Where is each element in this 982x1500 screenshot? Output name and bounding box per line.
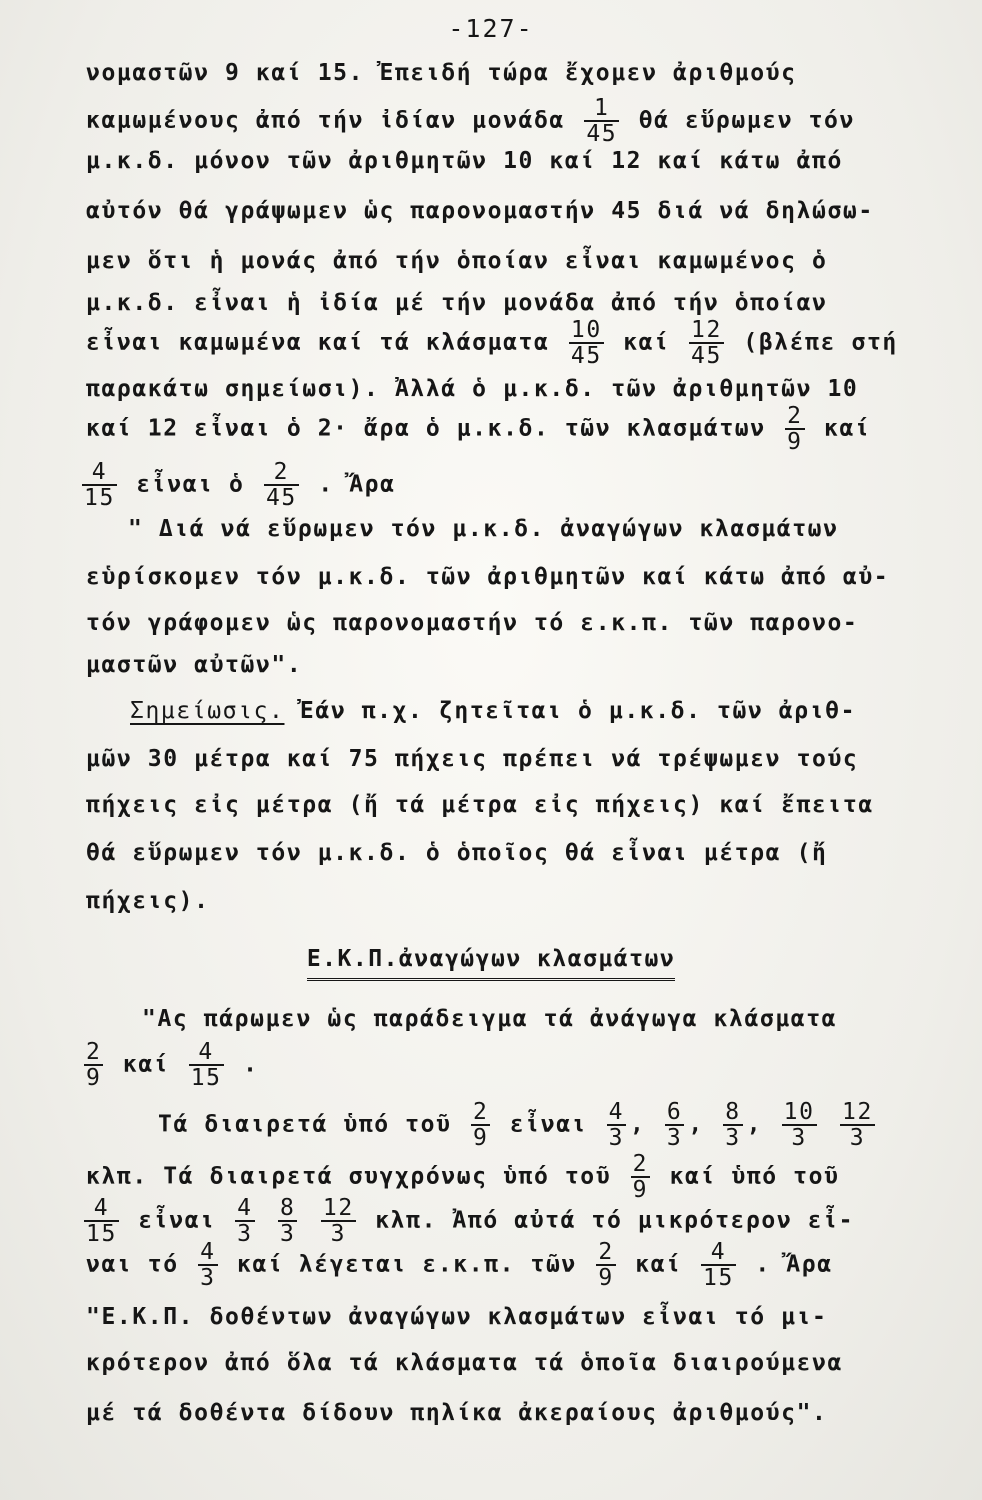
text-line: αὐτόν θά γράψωμεν ὡς παρονομαστήν 45 διά νά δηλώσω- (86, 198, 874, 224)
text-line: εὑρίσκομεν τόν μ.κ.δ. τῶν ἀριθμητῶν καί κάτω ἀπό αὐ- (86, 564, 890, 590)
text-line: πήχεις εἰς μέτρα (ἤ τά μέτρα εἰς πήχεις) καί ἔπειτα (86, 792, 874, 818)
fraction-1-45: $\frac{1}{45}$ (586, 95, 618, 148)
fraction-12-3: $\frac{12}{3}$ (322, 1195, 354, 1248)
text-line: " Διά νά εὕρωμεν τόν μ.κ.δ. ἀναγώγων κλασμάτων (128, 516, 839, 542)
fraction-2-9: $\frac{2}{9}$ (86, 1039, 102, 1092)
text-line: $\frac{2}{9}$ καί $\frac{4}{15}$ . (86, 1039, 259, 1092)
fraction-12-3: $\frac{12}{3}$ (842, 1099, 873, 1152)
text-line: ναι τό $\frac{4}{3}$ καί λέγεται ε.κ.π. τῶν $\frac{2}{9}$ καί $\frac{4}{15}$ . Ἄρα (86, 1239, 833, 1292)
text-line: μ.κ.δ. μόνον τῶν ἀριθμητῶν 10 καί 12 καί κάτω ἀπό (86, 148, 843, 174)
text-line: καμωμένους ἀπό τήν ἰδίαν μονάδα $\frac{1}{45}$ θά εὕρωμεν τόν (86, 95, 855, 148)
fraction-4-3: $\frac{4}{3}$ (200, 1239, 216, 1292)
text-line: μῶν 30 μέτρα καί 75 πήχεις πρέπει νά τρέψωμεν τούς (86, 746, 859, 772)
fraction-2-9: $\frac{2}{9}$ (787, 403, 803, 456)
fraction-12-45: $\frac{12}{45}$ (691, 317, 722, 370)
fraction-6-3: $\frac{6}{3}$ (666, 1099, 683, 1152)
fraction-4-3: $\frac{4}{3}$ (237, 1195, 253, 1248)
fraction-4-15: $\frac{4}{15}$ (86, 1195, 117, 1248)
text-line: $\frac{4}{15}$ εἶναι ὁ $\frac{2}{45}$ . Ἄρα (84, 459, 396, 512)
fraction-8-3: $\frac{8}{3}$ (725, 1099, 741, 1152)
text-line: κρότερον ἀπό ὅλα τά κλάσματα τά ὁποῖα διαιρούμενα (86, 1350, 843, 1376)
fraction-4-15: $\frac{4}{15}$ (703, 1239, 734, 1292)
text-line: καί 12 εἶναι ὁ 2· ἄρα ὁ μ.κ.δ. τῶν κλασμάτων $\frac{2}{9}$ καί (86, 403, 871, 456)
text-line: πήχεις). (86, 888, 210, 914)
fraction-4-15: $\frac{4}{15}$ (84, 459, 115, 512)
text-line: μέ τά δοθέντα δίδουν πηλίκα ἀκεραίους ἀριθμούς". (86, 1400, 828, 1426)
text-line: "Ας πάρωμεν ὡς παράδειγμα τά ἀνάγωγα κλάσματα (142, 1006, 838, 1032)
text-line: Σημείωσις. Ἐάν π.χ. ζητεῖται ὁ μ.κ.δ. τῶν ἀριθ- (130, 698, 857, 724)
text-line: παρακάτω σημείωσι). Ἀλλά ὁ μ.κ.δ. τῶν ἀριθμητῶν 10 (86, 376, 859, 402)
note-label: Σημείωσις. (130, 698, 285, 724)
text-line: μεν ὅτι ἡ μονάς ἀπό τήν ὁποίαν εἶναι καμωμένος ὁ (86, 248, 828, 274)
text-line: $\frac{4}{15}$ εἶναι $\frac{4}{3}$ $\frac{8}{3}$ $\frac{12}{3}$ κλπ. Ἀπό αὐτά τό μικρότερον εἶ- (86, 1195, 855, 1248)
fraction-10-3: $\frac{10}{3}$ (783, 1099, 815, 1152)
section-heading: Ε.Κ.Π.ἀναγώγων κλασμάτων (0, 946, 982, 972)
fraction-2-9: $\frac{2}{9}$ (598, 1239, 614, 1292)
page-number: -127- (448, 14, 534, 43)
text-line: μαστῶν αὐτῶν". (86, 652, 303, 678)
text-line: κλπ. Τά διαιρετά συγχρόνως ὑπό τοῦ $\frac{2}{9}$ καί ὑπό τοῦ (86, 1151, 840, 1204)
text-line: νομαστῶν 9 καί 15. Ἐπειδή τώρα ἔχομεν ἀριθμούς (86, 60, 797, 86)
fraction-2-9: $\frac{2}{9}$ (632, 1151, 649, 1204)
fraction-8-3: $\frac{8}{3}$ (279, 1195, 296, 1248)
fraction-10-45: $\frac{10}{45}$ (570, 317, 602, 370)
text-line: "Ε.Κ.Π. δοθέντων ἀναγώγων κλασμάτων εἶναι τό μι- (86, 1304, 828, 1330)
fraction-2-9: $\frac{2}{9}$ (472, 1099, 489, 1152)
fraction-4-3: $\frac{4}{3}$ (608, 1099, 625, 1152)
text-line: εἶναι καμωμένα καί τά κλάσματα $\frac{10}{45}$ καί $\frac{12}{45}$ (βλέπε στή (86, 317, 898, 370)
text-line: θά εὕρωμεν τόν μ.κ.δ. ὁ ὁποῖος θά εἶναι μέτρα (ἤ (86, 840, 828, 866)
text-line: τόν γράφομεν ὡς παρονομαστήν τό ε.κ.π. τῶν παρονο- (86, 610, 859, 636)
fraction-4-15: $\frac{4}{15}$ (190, 1039, 222, 1092)
fraction-2-45: $\frac{2}{45}$ (265, 459, 297, 512)
text-line: Τά διαιρετά ὑπό τοῦ $\frac{2}{9}$ εἶναι $\frac{4}{3}$ , $\frac{6}{3}$ , $\frac{8}{3}$ , $\frac{10}{3}$ $\frac{12}{3}$ (158, 1099, 873, 1152)
text-line: μ.κ.δ. εἶναι ἡ ἰδία μέ τήν μονάδα ἀπό τήν ὁποίαν (86, 290, 828, 316)
